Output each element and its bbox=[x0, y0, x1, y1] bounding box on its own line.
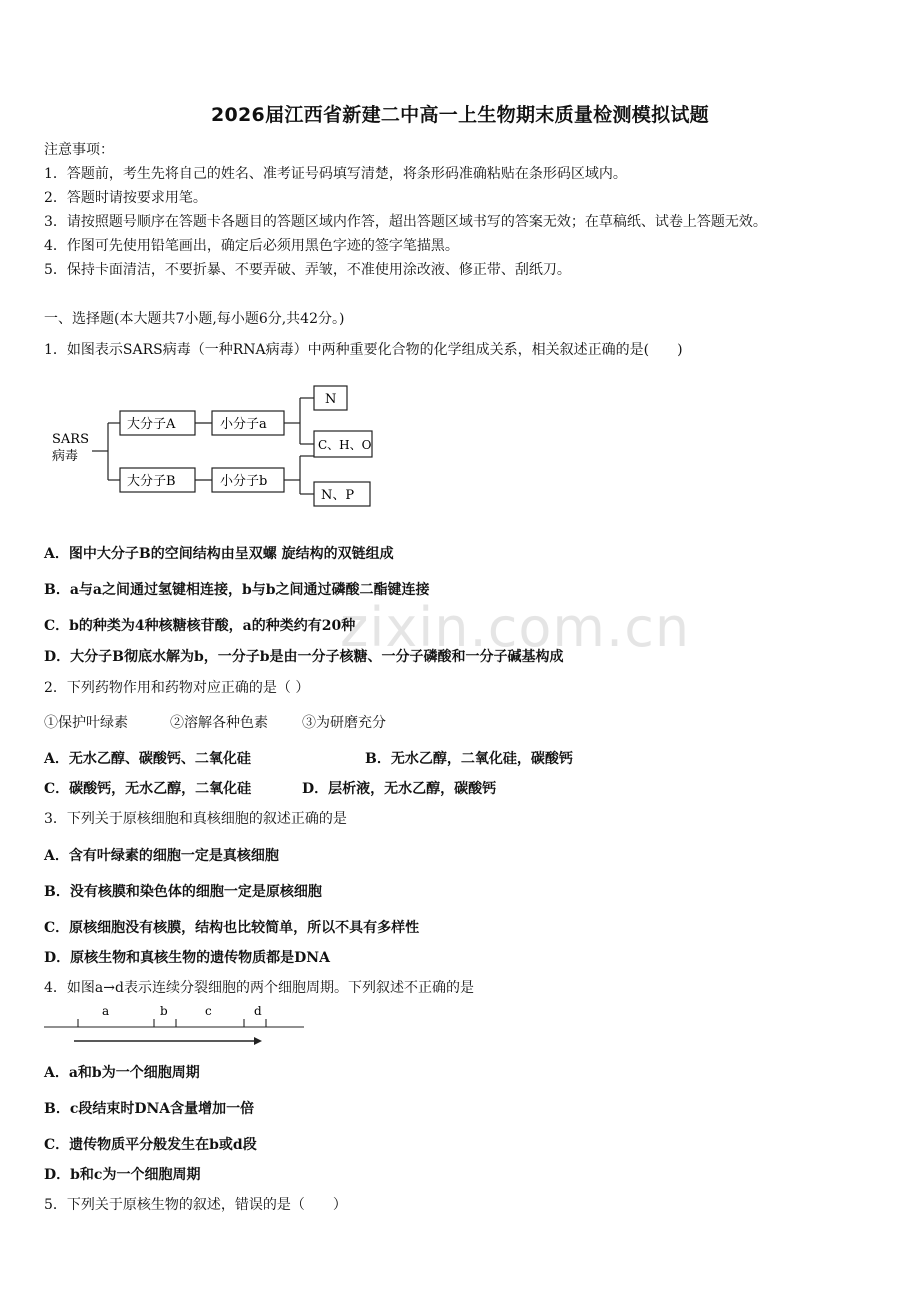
diagram-element-np: N、P bbox=[321, 488, 355, 503]
q2-option-d: D．层析液，无水乙醇，碳酸钙 bbox=[302, 781, 497, 797]
segment-label-b: b bbox=[160, 1004, 168, 1018]
q2-option-c: C．碳酸钙，无水乙醇，二氧化硅 bbox=[44, 781, 252, 797]
diagram-micro-a: 小分子a bbox=[220, 417, 267, 432]
q1-option-b: B．a与a之间通过氢键相连接，b与b之间通过磷酸二酯键连接 bbox=[44, 582, 430, 598]
q1-option-a: A．图中大分子B的空间结构由呈双螺 旋结构的双链组成 bbox=[44, 546, 394, 562]
q4-option-c: C．遗传物质平分般发生在b或d段 bbox=[44, 1137, 257, 1153]
watermark: zixin.com.cn bbox=[340, 596, 691, 659]
notice-item: 3．请按照题号顺序在答题卡各题目的答题区域内作答，超出答题区域书写的答案无效；在草稿纸、试卷上答题无效。 bbox=[44, 214, 767, 230]
q2-item: ③为研磨充分 bbox=[302, 715, 386, 731]
diagram-micro-b: 小分子b bbox=[220, 474, 268, 489]
diagram-root-label: 病毒 bbox=[52, 449, 79, 464]
q3-option-d: D．原核生物和真核生物的遗传物质都是DNA bbox=[44, 950, 330, 966]
q2-item: ②溶解各种色素 bbox=[170, 715, 268, 731]
q3-option-c: C．原核细胞没有核膜，结构也比较简单，所以不具有多样性 bbox=[44, 920, 420, 936]
notice-item: 1．答题前，考生先将自己的姓名、准考证号码填写清楚，将条形码准确粘贴在条形码区域内。 bbox=[44, 166, 627, 182]
notice-heading: 注意事项： bbox=[44, 142, 114, 158]
q4-option-d: D．b和c为一个细胞周期 bbox=[44, 1167, 201, 1183]
q2-option-a: A．无水乙醇、碳酸钙、二氧化硅 bbox=[44, 751, 251, 767]
notice-item: 4．作图可先使用铅笔画出，确定后必须用黑色字迹的签字笔描黑。 bbox=[44, 238, 459, 254]
q2-item: ①保护叶绿素 bbox=[44, 715, 128, 731]
segment-label-d: d bbox=[254, 1004, 262, 1018]
q3-option-a: A．含有叶绿素的细胞一定是真核细胞 bbox=[44, 848, 279, 864]
q2-option-b: B．无水乙醇，二氧化硅，碳酸钙 bbox=[365, 751, 573, 767]
question-4-stem: 4．如图a→d表示连续分裂细胞的两个细胞周期。下列叙述不正确的是 bbox=[44, 980, 474, 996]
diagram-root-label: SARS bbox=[52, 432, 89, 447]
segment-label-a: a bbox=[102, 1004, 110, 1018]
segment-label-c: c bbox=[205, 1004, 212, 1018]
q4-option-a: A．a和b为一个细胞周期 bbox=[44, 1065, 200, 1081]
question-5-stem: 5．下列关于原核生物的叙述，错误的是（ ） bbox=[44, 1197, 347, 1213]
diagram-macro-b: 大分子B bbox=[127, 474, 176, 489]
section-heading: 一、选择题(本大题共7小题,每小题6分,共42分。) bbox=[44, 311, 345, 327]
diagram-element-n: N bbox=[325, 392, 337, 407]
notice-item: 5．保持卡面清洁，不要折暴、不要弄破、弄皱，不准使用涂改液、修正带、刮纸刀。 bbox=[44, 262, 571, 278]
diagram-element-cho: C、H、O bbox=[318, 438, 372, 452]
question-1-stem: 1．如图表示SARS病毒（一种RNA病毒）中两种重要化合物的化学组成关系，相关叙述正确的是( ) bbox=[44, 342, 683, 358]
q4-option-b: B．c段结束时DNA含量增加一倍 bbox=[44, 1101, 255, 1117]
question-2-stem: 2．下列药物作用和药物对应正确的是（ ） bbox=[44, 680, 310, 696]
q3-option-b: B．没有核膜和染色体的细胞一定是原核细胞 bbox=[44, 884, 322, 900]
q1-option-c: C．b的种类为4种核糖核苷酸，a的种类约有20种 bbox=[44, 618, 356, 634]
q1-option-d: D．大分子B彻底水解为b，一分子b是由一分子核糖、一分子磷酸和一分子碱基构成 bbox=[44, 649, 564, 665]
cell-cycle-timeline bbox=[44, 1003, 314, 1049]
diagram-macro-a: 大分子A bbox=[127, 417, 176, 432]
page-title: 2026届江西省新建二中高一上生物期末质量检测模拟试题 bbox=[211, 104, 709, 126]
question-3-stem: 3．下列关于原核细胞和真核细胞的叙述正确的是 bbox=[44, 811, 347, 827]
notice-item: 2．答题时请按要求用笔。 bbox=[44, 190, 207, 206]
sars-composition-diagram bbox=[44, 380, 384, 510]
